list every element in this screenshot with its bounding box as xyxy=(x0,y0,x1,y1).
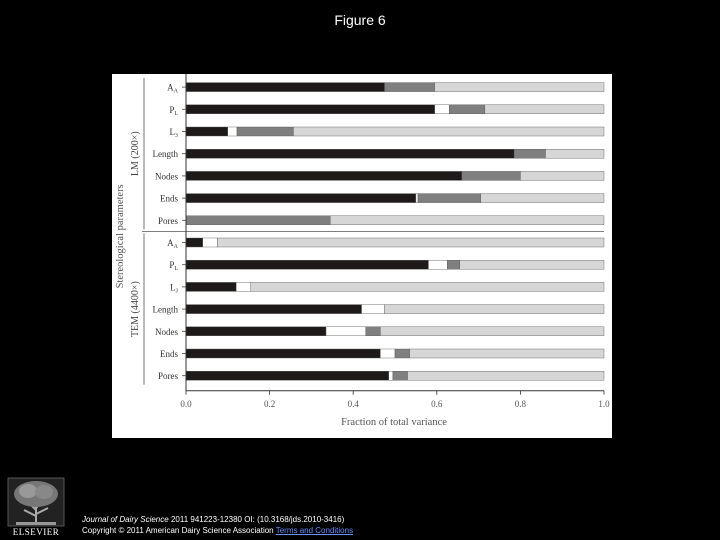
bar-1-2-white xyxy=(236,282,251,291)
x-tick-label-4: 0.8 xyxy=(514,398,527,409)
row-label-1-3 xyxy=(153,305,179,315)
bar-0-0-light xyxy=(435,83,604,92)
bar-0-5-white xyxy=(416,194,418,203)
bar-1-6-light xyxy=(408,371,604,380)
x-tick-label-1: 0.2 xyxy=(263,398,276,409)
row-label-main: Length xyxy=(152,149,178,160)
x-tick-label-3: 0.6 xyxy=(431,398,443,409)
row-label-main: Pores xyxy=(158,215,178,226)
x-tick-label-5: 1.0 xyxy=(598,398,610,409)
citation-line xyxy=(82,514,353,525)
bar-0-5-light xyxy=(481,194,604,203)
bar-0-6-mid xyxy=(186,216,330,225)
row-label-0-5 xyxy=(160,194,178,204)
bar-1-5-mid xyxy=(395,349,410,358)
bar-0-1-mid xyxy=(449,105,485,114)
row-label-sub: A xyxy=(173,244,178,250)
bar-1-0-light xyxy=(217,238,604,247)
bar-1-5-white xyxy=(380,349,395,358)
bar-0-3-mid xyxy=(514,149,545,158)
row-label-main: L xyxy=(170,282,176,293)
row-label-main: L xyxy=(169,127,175,137)
elsevier-logo-text: ELSEVIER xyxy=(12,527,60,537)
bar-1-4-dark xyxy=(186,327,326,336)
bar-0-2-mid xyxy=(237,127,293,136)
x-tick-label-2: 0.4 xyxy=(347,398,359,409)
row-label-main: A xyxy=(167,238,174,248)
figure-title: Figure 6 xyxy=(334,12,386,28)
row-label-sub: L xyxy=(174,266,178,273)
x-axis-label: Fraction of total variance xyxy=(341,416,447,428)
bar-1-1-dark xyxy=(186,260,428,269)
terms-link[interactable]: Terms and Conditions xyxy=(275,526,354,535)
journal-name: Journal of Dairy Science xyxy=(82,515,169,524)
bar-1-1-mid xyxy=(447,260,460,269)
row-label-main: Pores xyxy=(158,371,178,382)
row-label-0-3 xyxy=(153,149,179,159)
row-label-main: Ends xyxy=(160,349,178,359)
copyright-text: Copyright © 2011 American Dairy Science Association xyxy=(82,526,274,535)
bar-0-2-white xyxy=(228,127,237,136)
stacked-bar-chart xyxy=(112,74,612,438)
row-label-main: Nodes xyxy=(155,326,178,337)
bar-1-6-white xyxy=(389,371,393,380)
bar-1-6-mid xyxy=(393,371,408,380)
bar-0-4-dark xyxy=(186,171,462,180)
row-label-main: Ends xyxy=(160,193,178,204)
bar-1-1-light xyxy=(460,260,604,269)
y-axis-label: Stereological parameters xyxy=(115,184,126,289)
row-label-sub: A xyxy=(173,88,178,95)
chart-panel xyxy=(112,74,612,438)
row-label-1-4 xyxy=(155,327,178,337)
bar-1-0-dark xyxy=(186,238,203,247)
row-label-sub: L xyxy=(174,110,178,117)
row-label-0-6 xyxy=(158,216,178,226)
copyright-line xyxy=(82,525,353,536)
row-label-1-6 xyxy=(158,371,178,381)
bar-0-1-light xyxy=(485,105,604,114)
row-label-0-1 xyxy=(169,105,178,117)
bar-0-3-dark xyxy=(186,149,514,158)
row-label-sub: 3 xyxy=(175,133,178,139)
bar-0-5-mid xyxy=(418,194,481,203)
bar-0-3-light xyxy=(545,149,604,158)
bar-0-6-light xyxy=(330,216,604,225)
row-label-1-2 xyxy=(170,282,179,294)
bar-1-4-mid xyxy=(366,327,381,336)
group-label-0: LM (200×) xyxy=(130,131,141,177)
bar-1-4-light xyxy=(380,327,604,336)
bar-0-0-mid xyxy=(385,83,435,92)
bar-0-4-mid xyxy=(462,171,521,180)
citation-text: 2011 941223-12380 OI: (10.3168/jds.2010-3416) xyxy=(168,515,345,524)
bar-1-5-light xyxy=(410,349,604,358)
bar-1-3-white xyxy=(362,305,385,314)
row-label-0-2 xyxy=(170,127,179,139)
bar-1-3-light xyxy=(385,305,604,314)
row-label-main: A xyxy=(167,82,174,93)
bar-0-5-dark xyxy=(186,194,416,203)
row-label-1-1 xyxy=(169,260,178,272)
row-label-0-0 xyxy=(167,83,179,95)
bar-0-2-dark xyxy=(186,127,228,136)
row-label-sub: J xyxy=(175,288,178,295)
x-tick-label-0: 0.0 xyxy=(180,398,192,409)
bar-0-4-light xyxy=(520,171,604,180)
bar-0-0-dark xyxy=(186,83,385,92)
bar-0-2-light xyxy=(293,127,604,136)
bar-1-3-dark xyxy=(186,305,362,314)
bar-1-2-dark xyxy=(186,282,236,291)
bar-1-5-dark xyxy=(186,349,380,358)
row-label-main: Length xyxy=(152,304,178,315)
row-label-main: P xyxy=(169,260,175,271)
footer xyxy=(82,514,353,536)
row-label-main: Nodes xyxy=(155,171,178,182)
bar-0-1-dark xyxy=(186,105,435,114)
row-label-1-5 xyxy=(160,349,178,359)
bar-1-2-light xyxy=(251,282,604,291)
bar-1-1-white xyxy=(428,260,447,269)
bar-1-0-white xyxy=(203,238,218,247)
bar-1-4-white xyxy=(326,327,366,336)
bar-1-6-dark xyxy=(186,371,389,380)
group-label-1: TEM (4400×) xyxy=(130,281,141,338)
row-label-1-0 xyxy=(167,238,179,250)
row-label-0-4 xyxy=(155,171,178,181)
row-label-main: P xyxy=(169,104,175,115)
bar-0-1-white xyxy=(435,105,450,114)
